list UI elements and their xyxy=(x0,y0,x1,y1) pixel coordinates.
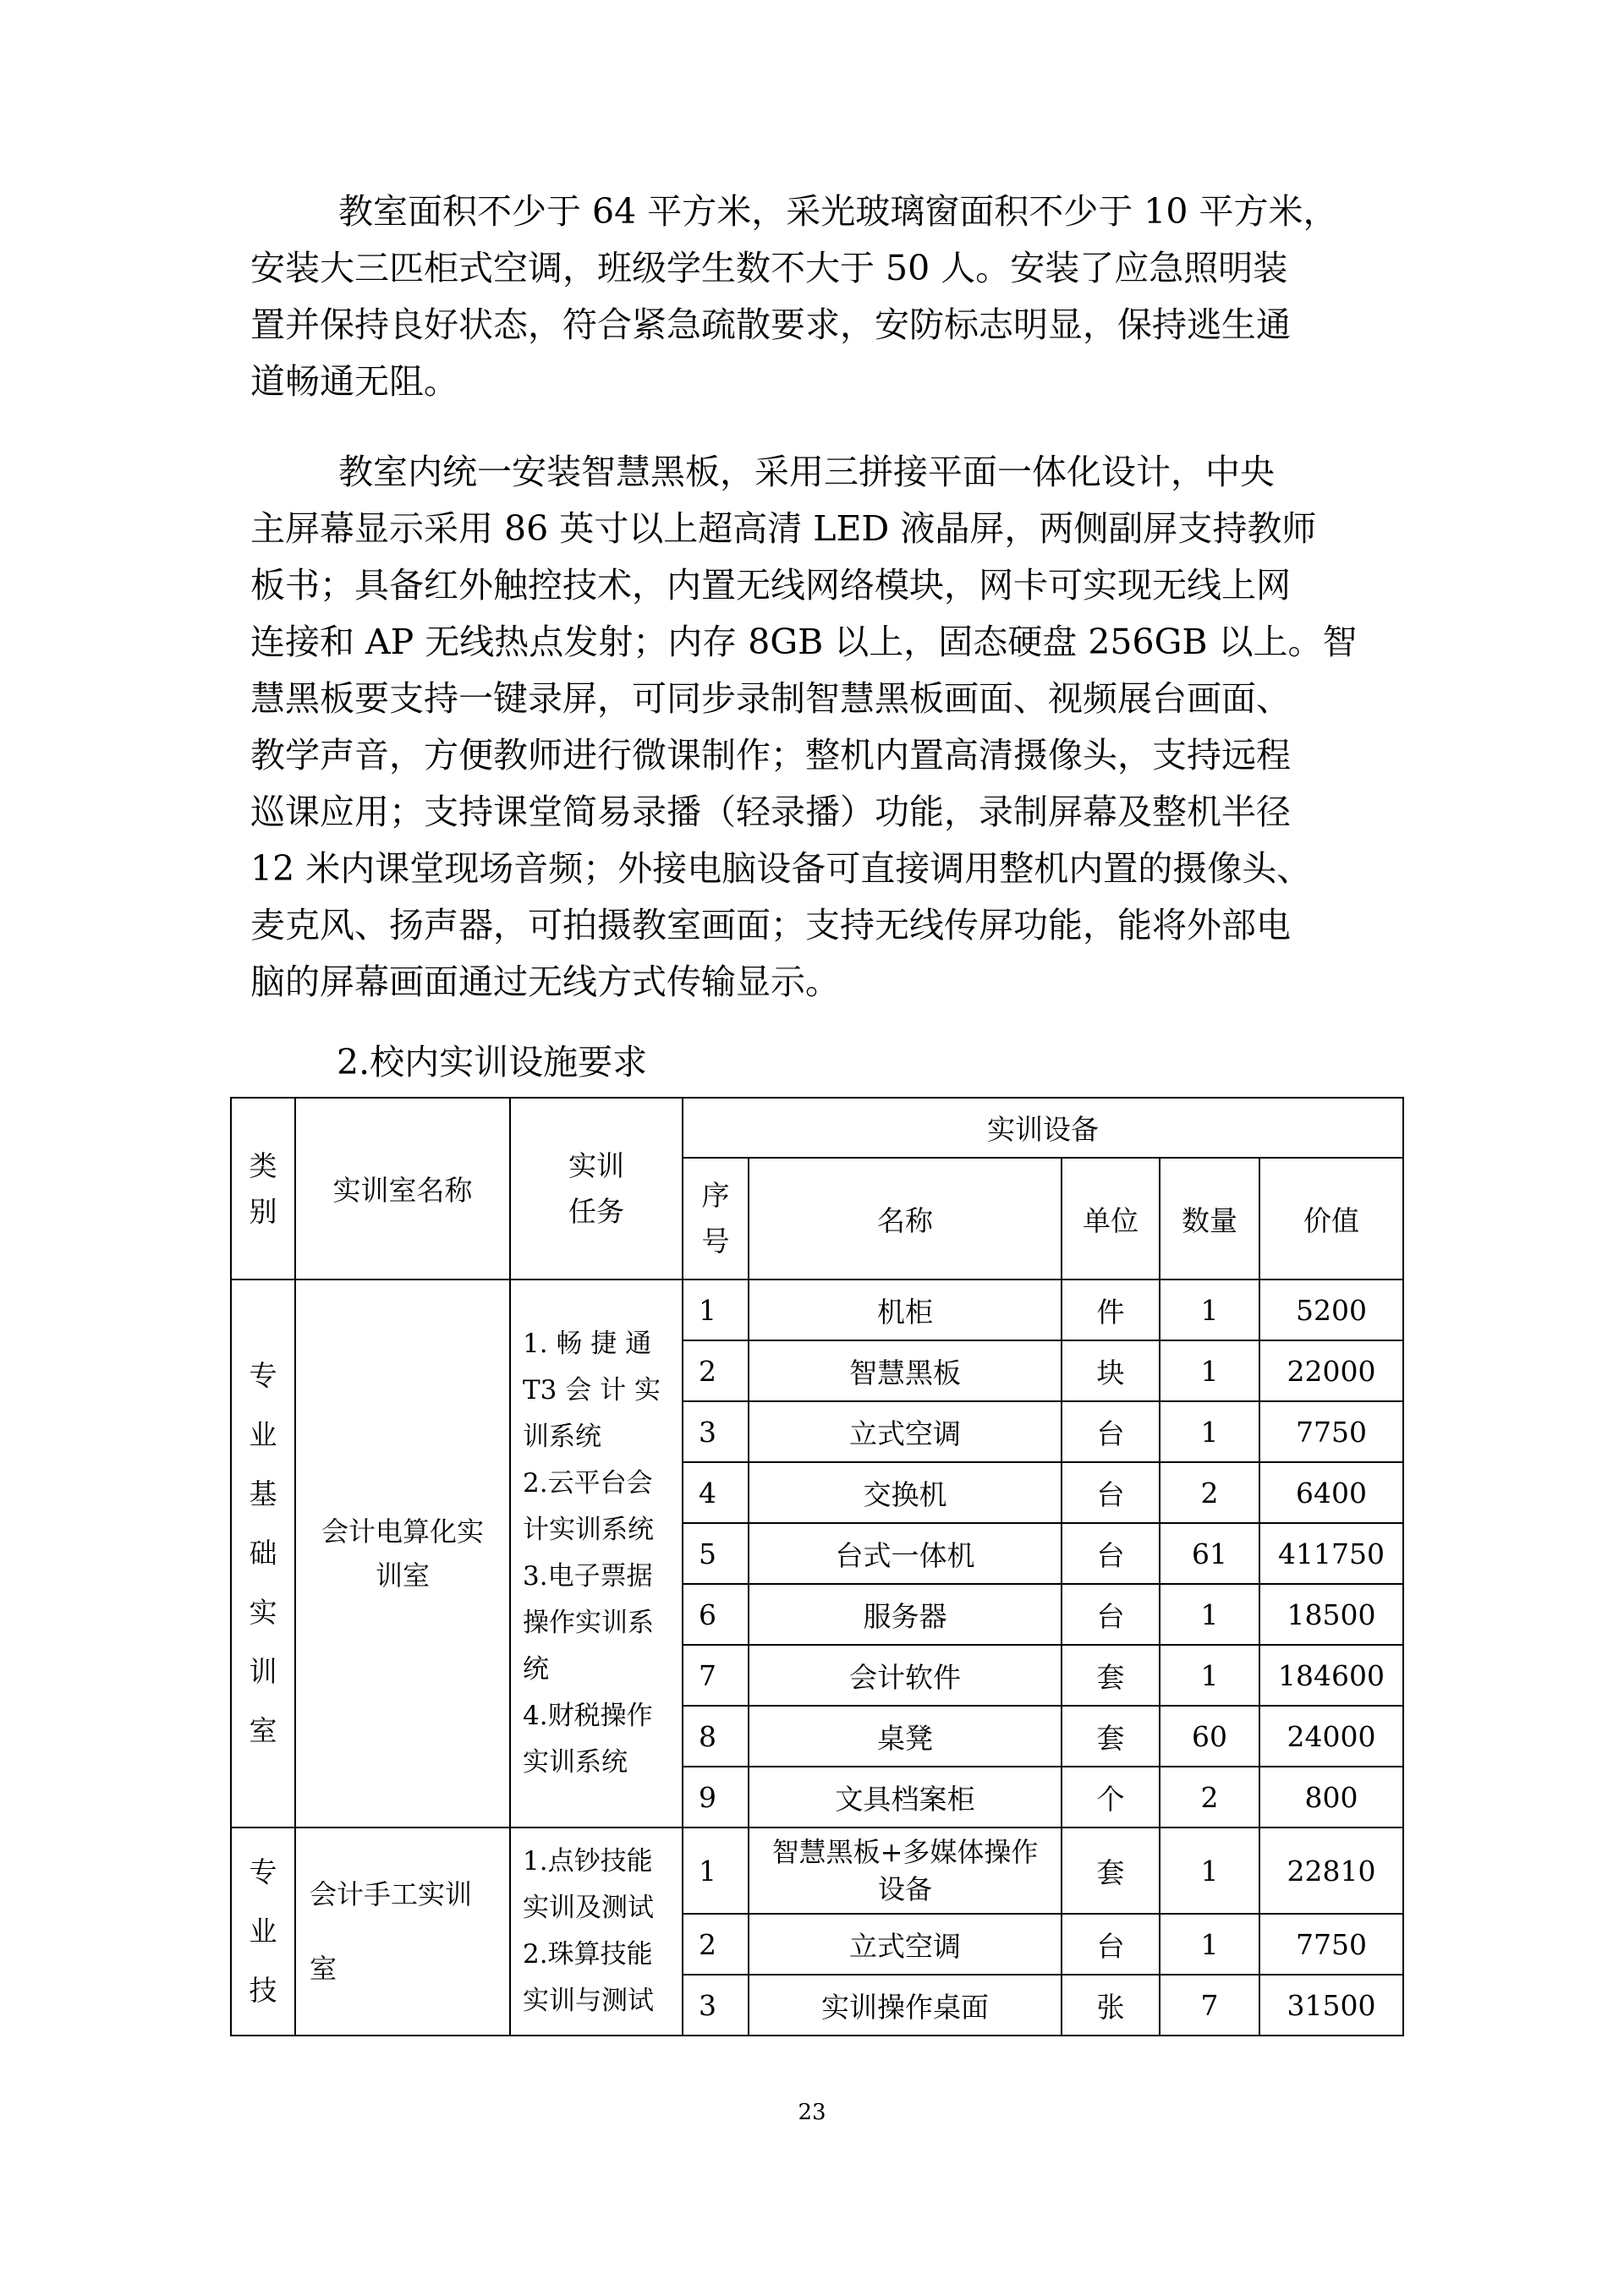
seq-cell: 4 xyxy=(683,1462,749,1523)
seq-cell: 1 xyxy=(683,1827,749,1914)
value-cell: 22000 xyxy=(1259,1340,1403,1401)
header-value: 价值 xyxy=(1259,1158,1403,1280)
seq-cell: 7 xyxy=(683,1645,749,1706)
item-name-cell: 实训操作桌面 xyxy=(749,1975,1062,2036)
value-cell: 800 xyxy=(1259,1767,1403,1827)
value-cell: 22810 xyxy=(1259,1827,1403,1914)
text-line: 道畅通无阻。 xyxy=(250,361,458,402)
value-cell: 7750 xyxy=(1259,1914,1403,1975)
unit-cell: 块 xyxy=(1062,1340,1160,1401)
unit-cell: 个 xyxy=(1062,1767,1160,1827)
qty-cell: 1 xyxy=(1160,1280,1259,1340)
text-line: 板书；具备红外触控技术，内置无线网络模块，网卡可实现无线上网 xyxy=(250,565,1291,606)
unit-cell: 套 xyxy=(1062,1645,1160,1706)
qty-cell: 2 xyxy=(1160,1767,1259,1827)
seq-cell: 1 xyxy=(683,1280,749,1340)
text-line: 慧黑板要支持一键录屏，可同步录制智慧黑板画面、视频展台画面、 xyxy=(250,678,1291,719)
room-name-cell: 会计电算化实 训室 xyxy=(295,1280,510,1827)
header-name: 名称 xyxy=(749,1158,1062,1280)
text-line: 教学声音，方便教师进行微课制作；整机内置高清摄像头，支持远程 xyxy=(250,735,1291,775)
item-name-cell: 服务器 xyxy=(749,1584,1062,1645)
unit-cell: 套 xyxy=(1062,1827,1160,1914)
item-name-cell: 交换机 xyxy=(749,1462,1062,1523)
unit-cell: 台 xyxy=(1062,1914,1160,1975)
item-name-cell: 台式一体机 xyxy=(749,1523,1062,1584)
page-number: 23 xyxy=(798,2100,826,2125)
value-cell: 31500 xyxy=(1259,1975,1403,2036)
seq-cell: 3 xyxy=(683,1401,749,1462)
unit-cell: 台 xyxy=(1062,1401,1160,1462)
qty-cell: 1 xyxy=(1160,1584,1259,1645)
header-seq: 序 号 xyxy=(683,1158,749,1280)
qty-cell: 2 xyxy=(1160,1462,1259,1523)
unit-cell: 件 xyxy=(1062,1280,1160,1340)
text-line: 连接和 AP 无线热点发射；内存 8GB 以上，固态硬盘 256GB 以上。智 xyxy=(250,622,1358,662)
seq-cell: 2 xyxy=(683,1340,749,1401)
header-category: 类 别 xyxy=(231,1098,295,1280)
section-heading: 2.校内实训设施要求 xyxy=(337,1042,648,1082)
qty-cell: 60 xyxy=(1160,1706,1259,1767)
item-name-cell: 文具档案柜 xyxy=(749,1767,1062,1827)
value-cell: 24000 xyxy=(1259,1706,1403,1767)
text-line: 巡课应用；支持课堂简易录播（轻录播）功能，录制屏幕及整机半径 xyxy=(250,792,1291,832)
seq-cell: 6 xyxy=(683,1584,749,1645)
item-name-cell: 会计软件 xyxy=(749,1645,1062,1706)
seq-cell: 2 xyxy=(683,1914,749,1975)
item-name-cell: 智慧黑板+多媒体操作 设备 xyxy=(749,1827,1062,1914)
value-cell: 7750 xyxy=(1259,1401,1403,1462)
value-cell: 6400 xyxy=(1259,1462,1403,1523)
value-cell: 411750 xyxy=(1259,1523,1403,1584)
qty-cell: 61 xyxy=(1160,1523,1259,1584)
text-line: 教室内统一安装智慧黑板，采用三拼接平面一体化设计，中央 xyxy=(338,452,1275,492)
unit-cell: 张 xyxy=(1062,1975,1160,2036)
item-name-cell: 机柜 xyxy=(749,1280,1062,1340)
header-equipment: 实训设备 xyxy=(683,1098,1403,1158)
header-task: 实训 任务 xyxy=(510,1098,683,1280)
table-row xyxy=(231,1827,1403,1914)
table-row xyxy=(231,1280,1403,1340)
text-line: 安装大三匹柜式空调，班级学生数不大于 50 人。安装了应急照明装 xyxy=(250,248,1288,288)
training-facilities-table xyxy=(230,1097,1404,2036)
header-row xyxy=(231,1098,1403,1158)
item-name-cell: 立式空调 xyxy=(749,1914,1062,1975)
unit-cell: 台 xyxy=(1062,1462,1160,1523)
category-cell: 专 业 技 xyxy=(231,1827,295,2036)
header-qty: 数量 xyxy=(1160,1158,1259,1280)
qty-cell: 1 xyxy=(1160,1914,1259,1975)
unit-cell: 台 xyxy=(1062,1523,1160,1584)
text-line: 置并保持良好状态，符合紧急疏散要求，安防标志明显，保持逃生通 xyxy=(250,304,1291,345)
text-line: 脑的屏幕画面通过无线方式传输显示。 xyxy=(250,962,840,1002)
seq-cell: 8 xyxy=(683,1706,749,1767)
qty-cell: 1 xyxy=(1160,1340,1259,1401)
qty-cell: 7 xyxy=(1160,1975,1259,2036)
item-name-cell: 立式空调 xyxy=(749,1401,1062,1462)
qty-cell: 1 xyxy=(1160,1401,1259,1462)
qty-cell: 1 xyxy=(1160,1645,1259,1706)
qty-cell: 1 xyxy=(1160,1827,1259,1914)
header-room-name: 实训室名称 xyxy=(295,1098,510,1280)
unit-cell: 台 xyxy=(1062,1584,1160,1645)
category-cell: 专 业 基 础 实 训 室 xyxy=(231,1280,295,1827)
text-line: 12 米内课堂现场音频；外接电脑设备可直接调用整机内置的摄像头、 xyxy=(250,848,1312,889)
text-line: 麦克风、扬声器，可拍摄教室画面；支持无线传屏功能，能将外部电 xyxy=(250,905,1291,945)
room-name-cell: 会计手工实训 室 xyxy=(295,1827,510,2036)
item-name-cell: 智慧黑板 xyxy=(749,1340,1062,1401)
header-unit: 单位 xyxy=(1062,1158,1160,1280)
value-cell: 5200 xyxy=(1259,1280,1403,1340)
unit-cell: 套 xyxy=(1062,1706,1160,1767)
seq-cell: 3 xyxy=(683,1975,749,2036)
task-cell: 1. 畅 捷 通 T3 会 计 实 训系统 2.云平台会 计实训系统 3.电子票据 操作实训系 统 4.财税操作 实训系统 xyxy=(510,1280,683,1827)
seq-cell: 9 xyxy=(683,1767,749,1827)
task-cell: 1.点钞技能 实训及测试 2.珠算技能 实训与测试 xyxy=(510,1827,683,2036)
text-line: 主屏幕显示采用 86 英寸以上超高清 LED 液晶屏，两侧副屏支持教师 xyxy=(250,508,1317,549)
value-cell: 184600 xyxy=(1259,1645,1403,1706)
item-name-cell: 桌凳 xyxy=(749,1706,1062,1767)
text-line: 教室面积不少于 64 平方米，采光玻璃窗面积不少于 10 平方米， xyxy=(338,191,1338,232)
seq-cell: 5 xyxy=(683,1523,749,1584)
value-cell: 18500 xyxy=(1259,1584,1403,1645)
